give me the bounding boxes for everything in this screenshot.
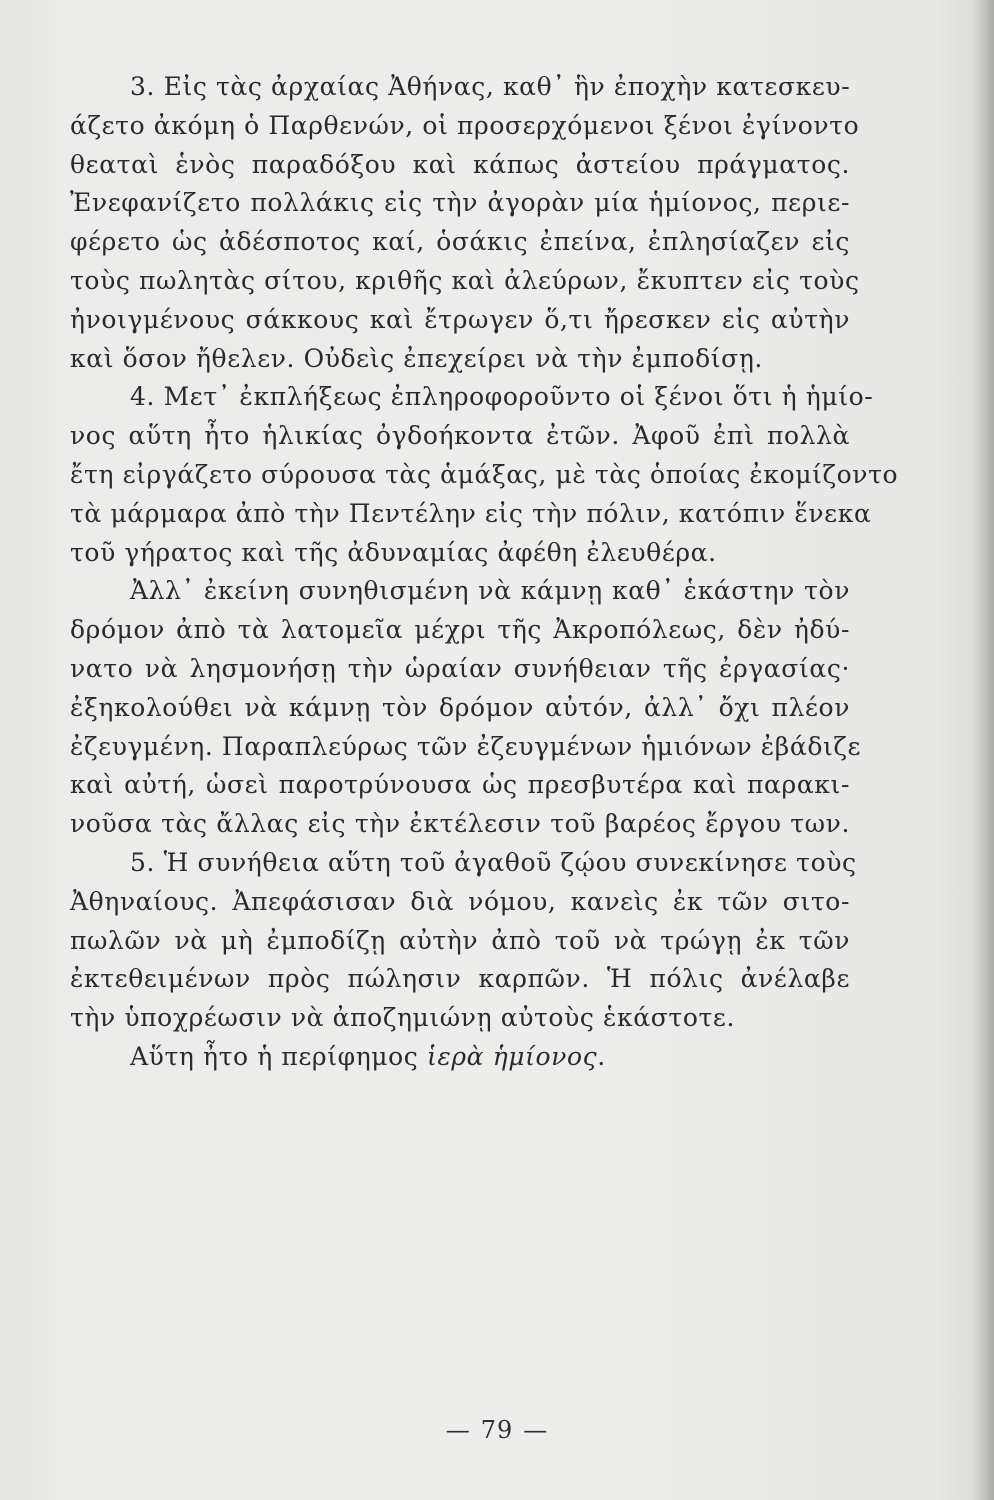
paragraph-5-line-5: τὴν ὑποχρέωσιν νὰ ἀποζημιώνῃ αὐτοὺς ἑκάστοτε. (70, 1003, 736, 1033)
paragraph-3-line-1: 3. Εἰς τὰς ἀρχαίας Ἀθήνας, καθ᾿ ἣν ἐποχὴν κατεσκευ- (130, 72, 851, 101)
paragraph-4b-line-1: Ἀλλ᾿ ἐκείνη συνηθισμένη νὰ κάμνῃ καθ᾿ ἑκάστην τὸν (130, 576, 850, 606)
closing-line-suffix: . (597, 1041, 606, 1071)
paragraph-4-line-3: ἔτη εἰργάζετο σύρουσα τὰς ἁμάξας, μὲ τὰς ὁποίας ἐκομίζοντο (70, 459, 899, 489)
closing-line-italic-phrase: ἱερὰ ἡμίονος (426, 1041, 598, 1071)
paragraph-5-line-1: 5. Ἡ συνήθεια αὕτη τοῦ ἀγαθοῦ ζῴου συνεκίνησε τοὺς (130, 847, 857, 877)
paragraph-4b-line-4: ἐξηκολούθει νὰ κάμνῃ τὸν δρόμον αὐτόν, ἀλλ᾿ ὄχι πλέον (70, 692, 850, 722)
paragraph-4b-line-3: νατο νὰ λησμονήσῃ τὴν ὡραίαν συνήθειαν τῆς ἐργασίας· (70, 653, 850, 683)
paragraph-3-line-5: φέρετο ὡς ἀδέσποτος καί, ὁσάκις ἐπείνα, ἐπλησίαζεν εἰς (70, 227, 850, 257)
paragraph-4-line-5: τοῦ γήρατος καὶ τῆς ἀδυναμίας ἀφέθη ἐλευθέρα. (70, 537, 717, 567)
page-edge-shadow (972, 0, 994, 1500)
paragraph-5-line-2: Ἀθηναίους. Ἀπεφάσισαν διὰ νόμου, κανεὶς ἐκ τῶν σιτο- (70, 886, 850, 916)
paragraph-3-line-7: ἠνοιγμένους σάκκους καὶ ἔτρωγεν ὅ,τι ἤρεσκεν εἰς αὐτὴν (70, 304, 850, 334)
paragraph-5-line-3: πωλῶν νὰ μὴ ἐμποδίζῃ αὐτὴν ἀπὸ τοῦ νὰ τρώγῃ ἐκ τῶν (70, 925, 850, 955)
paragraph-4b-line-7: νοῦσα τὰς ἄλλας εἰς τὴν ἐκτέλεσιν τοῦ βαρέος ἔργου των. (70, 809, 850, 839)
page-number-footer (0, 1416, 994, 1444)
closing-line (70, 1038, 850, 1077)
paragraph-4b-line-5: ἐζευγμένη. Παραπλεύρως τῶν ἐζευγμένων ἡμιόνων ἐβάδιζε (70, 731, 862, 761)
page-number: 79 (480, 1416, 514, 1444)
paragraph-4b-line-6: καὶ αὐτή, ὡσεὶ παροτρύνουσα ὡς πρεσβυτέρα καὶ παρακι- (70, 770, 850, 800)
paragraph-4b-line-2: δρόμον ἀπὸ τὰ λατομεῖα μέχρι τῆς Ἀκροπόλεως, δὲν ἠδύ- (70, 615, 850, 645)
paragraph-5-line-4: ἐκτεθειμένων πρὸς πώλησιν καρπῶν. Ἡ πόλις ἀνέλαβε (70, 964, 850, 994)
paragraph-4-line-4: τὰ μάρμαρα ἀπὸ τὴν Πεντέλην εἰς τὴν πόλιν, κατόπιν ἕνεκα (70, 498, 872, 528)
closing-line-prefix: Αὕτη ἦτο ἡ περίφημος (130, 1041, 427, 1071)
page-number-dash-right: — (523, 1416, 549, 1444)
body-text (70, 68, 899, 1077)
paragraph-3-line-2: άζετο ἀκόμη ὁ Παρθενών, οἱ προσερχόμενοι ξένοι ἐγίνοντο (70, 110, 860, 140)
paragraph-4-line-1: 4. Μετ᾿ ἐκπλήξεως ἐπληροφοροῦντο οἱ ξένοι ὅτι ἡ ἡμίο- (130, 382, 874, 412)
page-number-dash-left: — (445, 1416, 471, 1444)
paragraph-3-line-6: τοὺς πωλητὰς σίτου, κριθῆς καὶ ἀλεύρων, ἔκυπτεν εἰς τοὺς (70, 265, 860, 295)
paragraph-4-line-2: νος αὕτη ἦτο ἡλικίας ὀγδοήκοντα ἐτῶν. Ἀφοῦ ἐπὶ πολλὰ (70, 421, 850, 451)
paragraph-3-line-8: καὶ ὅσον ἤθελεν. Οὐδεὶς ἐπεχείρει νὰ τὴν ἐμποδίσῃ. (70, 343, 763, 373)
paragraph-3-line-4: Ἐνεφανίζετο πολλάκις εἰς τὴν ἀγορὰν μία ἡμίονος, περιε- (70, 188, 850, 218)
paragraph-3-line-3: θεαταὶ ἑνὸς παραδόξου καὶ κάπως ἀστείου πράγματος. (70, 149, 850, 179)
